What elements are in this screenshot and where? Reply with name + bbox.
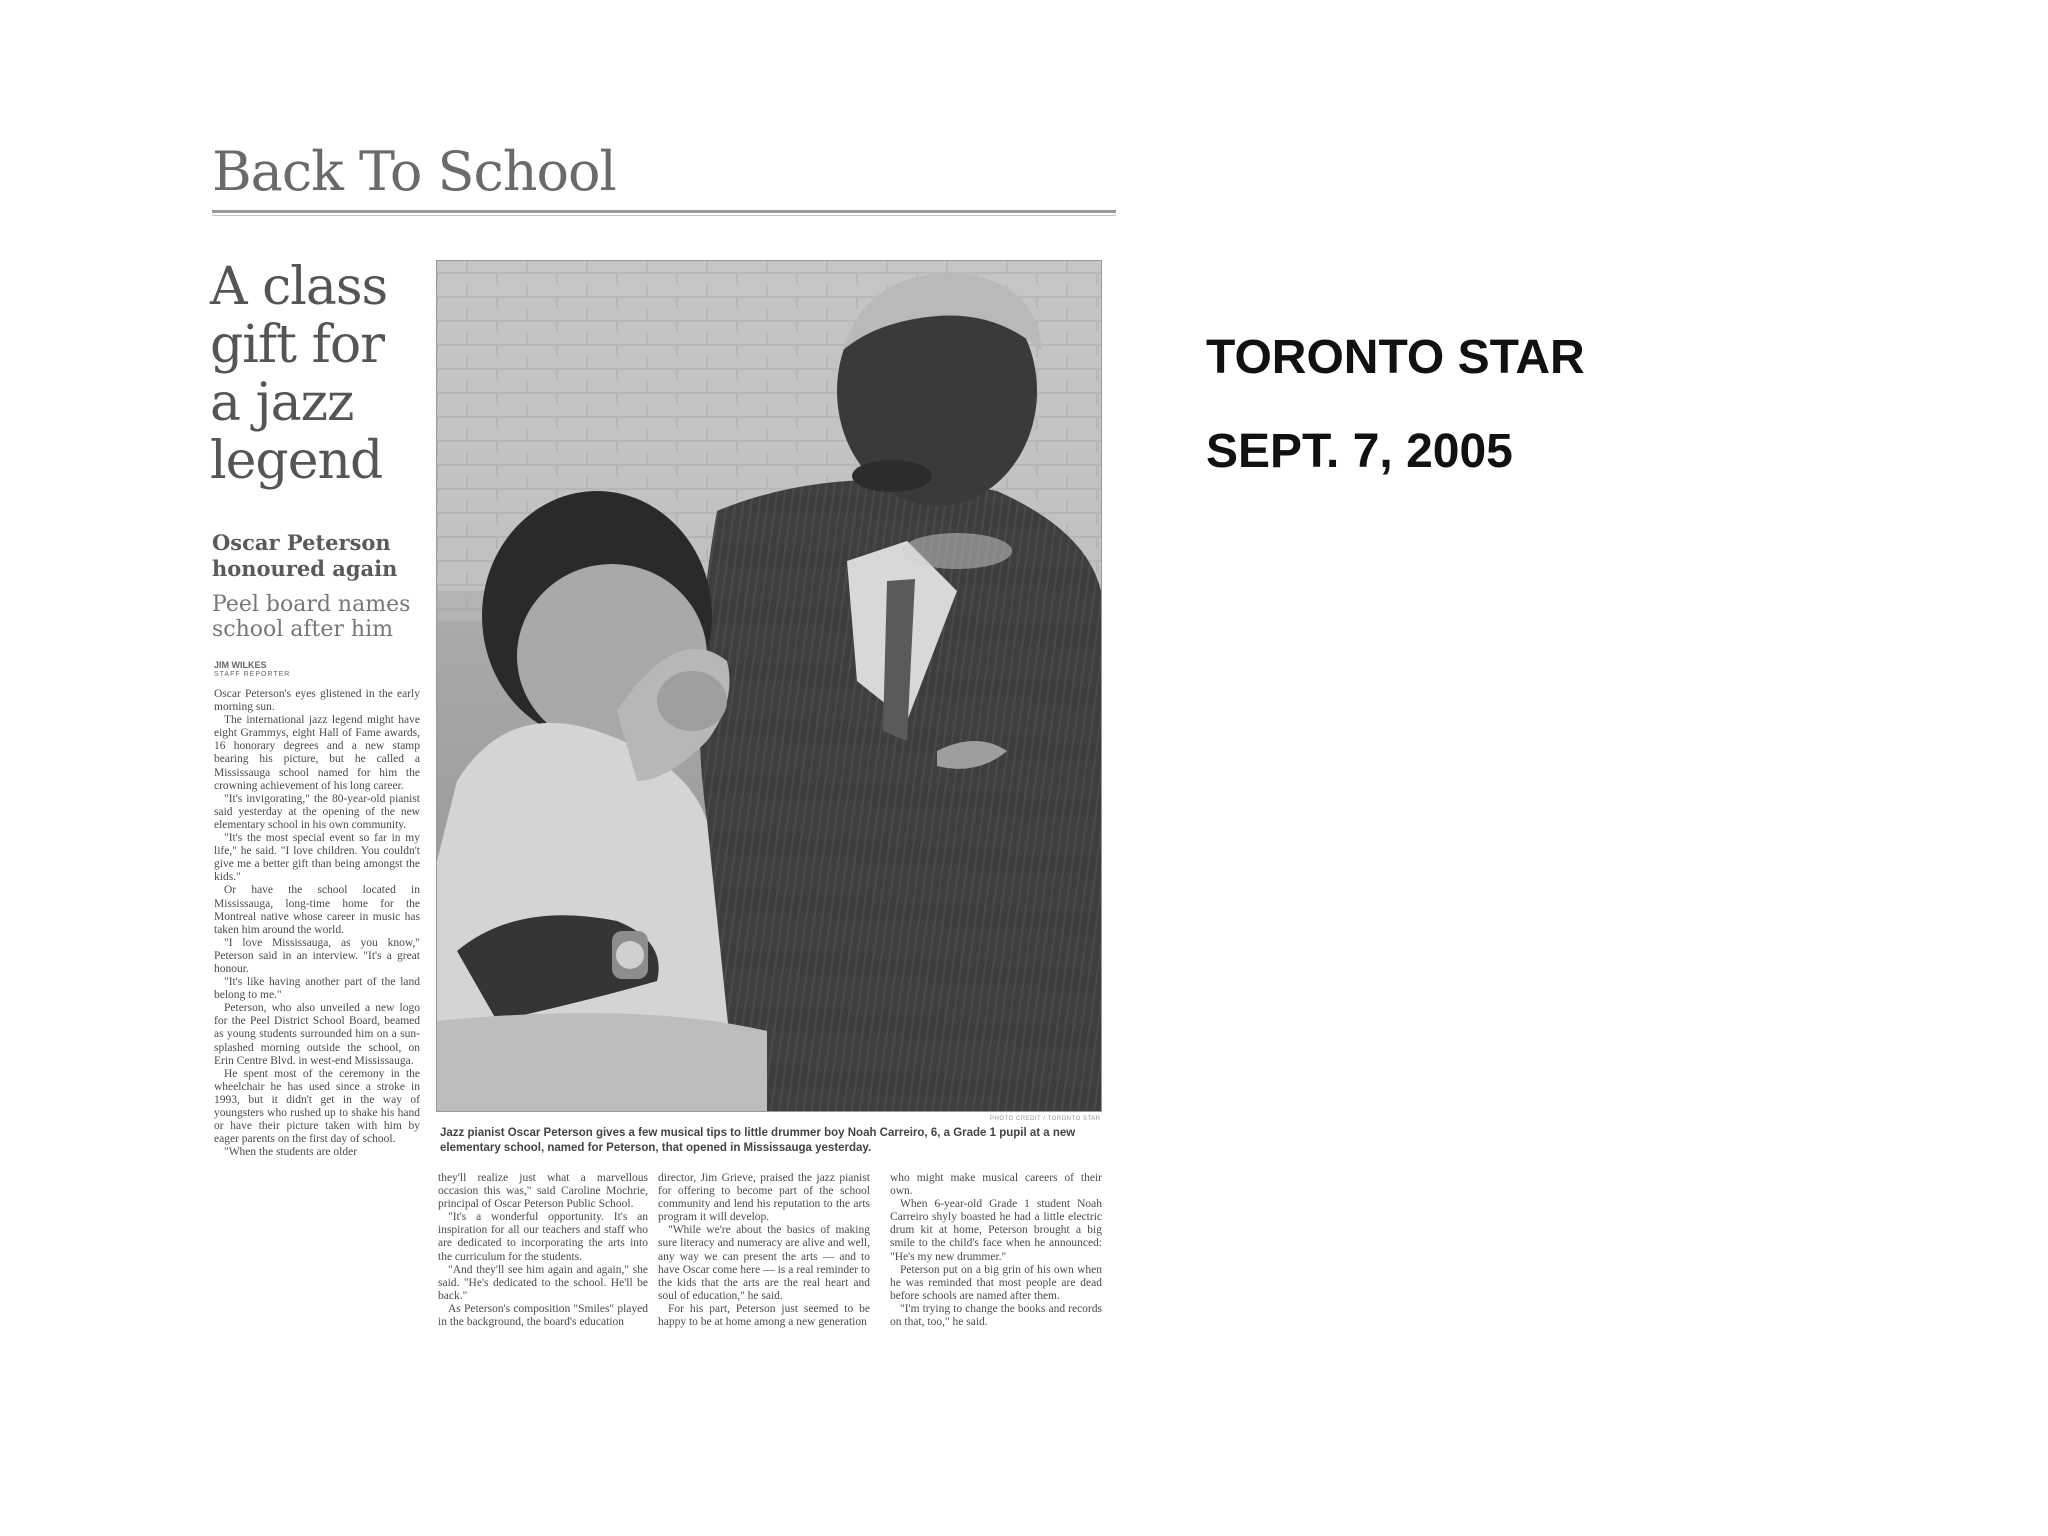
paragraph: Or have the school located in Mississauga, long-time home for the Montreal native whose career in music has taken him around the world. — [214, 884, 420, 936]
headline: A class gift for a jazz legend — [210, 257, 388, 491]
section-rule-thin — [212, 215, 1116, 216]
article-column-3 — [658, 1172, 870, 1412]
paragraph: When 6-year-old Grade 1 student Noah Carreiro shyly boasted he had a little electric drum kit at home, Peterson brought a big smile to the child's face when he announced: "He's my new drummer." — [890, 1198, 1102, 1263]
section-title: Back To School — [212, 140, 616, 203]
paragraph: As Peterson's composition "Smiles" played in the background, the board's education — [438, 1302, 648, 1329]
paragraph: Oscar Peterson's eyes glistened in the early morning sun. — [214, 688, 420, 714]
paragraph: "It's like having another part of the land belong to me." — [214, 976, 420, 1002]
publication-date: SEPT. 7, 2005 — [1206, 425, 1513, 478]
photo-caption: Jazz pianist Oscar Peterson gives a few musical tips to little drummer boy Noah Carreiro, 6, a Grade 1 pupil at a new elementary school, named for Peterson, that opened in Mississauga yesterday. — [440, 1127, 1076, 1154]
paragraph: Peterson put on a big grin of his own when he was reminded that most people are dead before schools are named after them. — [890, 1263, 1102, 1302]
photo-credit: PHOTO CREDIT / TORONTO STAR — [990, 1116, 1101, 1122]
paragraph: Peterson, who also unveiled a new logo for the Peel District School Board, beamed as young students surrounded him on a sun-splashed morning outside the school, on Erin Centre Blvd. in west-end Mississauga. — [214, 1002, 420, 1067]
paragraph: "And they'll see him again and again," she said. "He's dedicated to the school. He'll be back." — [438, 1263, 648, 1302]
paragraph: "I love Mississauga, as you know," Peterson said in an interview. "It's a great honour. — [214, 936, 420, 975]
article-photo — [436, 260, 1102, 1112]
paragraph: For his part, Peterson just seemed to be happy to be at home among a new generation — [658, 1302, 870, 1329]
paragraph: He spent most of the ceremony in the wheelchair he has used since a stroke in 1993, but it didn't get in the way of youngsters who rushed up to shake his hand or have their picture taken with him by eager parents on the first day of school. — [214, 1067, 420, 1146]
paragraph: they'll realize just what a marvellous occasion this was," said Caroline Mochrie, principal of Oscar Peterson Public School. — [438, 1172, 648, 1211]
paragraph: "It's a wonderful opportunity. It's an inspiration for all our teachers and staff who are dedicated to incorporating the arts into the curriculum for the students. — [438, 1211, 648, 1263]
paragraph: who might make musical careers of their own. — [890, 1172, 1102, 1198]
article-column-1 — [214, 688, 420, 1408]
section-rule — [212, 210, 1116, 213]
photo-illustration — [437, 261, 1101, 1111]
paragraph: "It's invigorating," the 80-year-old pianist said yesterday at the opening of the new elementary school in his own community. — [214, 792, 420, 831]
paragraph: "While we're about the basics of making sure literacy and numeracy are alive and well, any way we can present the arts — and to have Oscar come here — is a real reminder to the kids that the arts are the real heart and soul of education," he said. — [658, 1224, 870, 1302]
paragraph: "I'm trying to change the books and records on that, too," he said. — [890, 1302, 1102, 1329]
byline — [214, 660, 290, 680]
byline-role: STAFF REPORTER — [214, 671, 291, 678]
paragraph: The international jazz legend might have eight Grammys, eight Hall of Fame awards, 16 honorary degrees and a new stamp bearing his picture, but he called a Mississauga school named for him the crowning achievement of his long career. — [214, 714, 420, 792]
paragraph: "When the students are older — [224, 1146, 358, 1159]
paragraph: "It's the most special event so far in my life," he said. "I love children. You couldn't give me a better gift than being amongst the kids." — [214, 832, 420, 884]
paragraph: director, Jim Grieve, praised the jazz pianist for offering to become part of the school community and lend his reputation to the arts program it will develop. — [658, 1172, 870, 1224]
newspaper-clipping — [200, 140, 1120, 1440]
article-column-2 — [438, 1172, 648, 1412]
deck-secondary: Peel board names school after him — [212, 592, 411, 642]
byline-name: JIM WILKES — [214, 660, 267, 670]
deck-primary: Oscar Peterson honoured again — [212, 530, 398, 581]
article-column-4 — [890, 1172, 1102, 1412]
publication-name: TORONTO STAR — [1206, 331, 1585, 384]
